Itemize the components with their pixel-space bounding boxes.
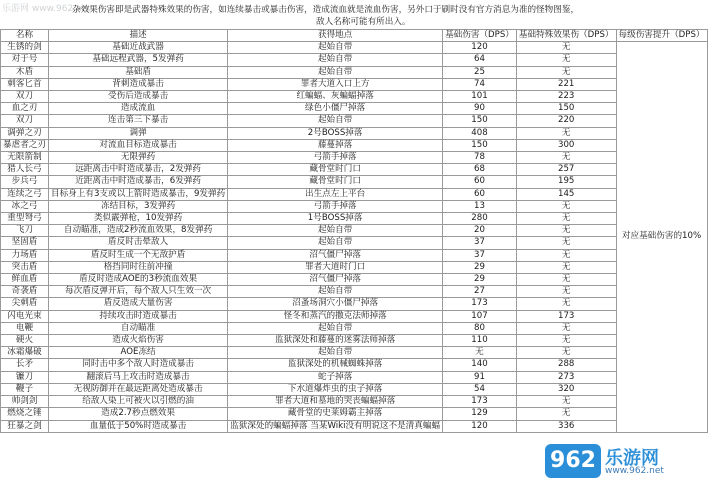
weapon-name-cell: 鞭子 xyxy=(1,383,49,395)
base-dps-cell: 60 xyxy=(443,188,517,200)
special-dps-cell: 无 xyxy=(516,127,616,139)
location-cell: 弓箭手掉落 xyxy=(228,200,443,212)
weapon-name-cell: 猎人长弓 xyxy=(1,164,49,176)
col-header: 基础伤害（DPS） xyxy=(443,30,517,42)
location-cell: 沼气僵尸掉落 xyxy=(228,274,443,286)
location-cell: 藤蔓掉落 xyxy=(228,139,443,151)
weapon-name-cell: 镰刀 xyxy=(1,371,49,383)
weapon-table xyxy=(0,29,708,433)
location-cell: 起始自带 xyxy=(228,66,443,78)
weapon-name-cell: 尖刺盾 xyxy=(1,298,49,310)
base-dps-cell: 60 xyxy=(443,176,517,188)
special-dps-cell: 无 xyxy=(516,298,616,310)
location-cell: 起始自带 xyxy=(228,347,443,359)
base-dps-cell: 37 xyxy=(443,237,517,249)
base-dps-cell: 150 xyxy=(443,139,517,151)
table-row xyxy=(1,274,708,286)
header-note xyxy=(72,0,672,28)
location-cell: 红蝙蝠、灰蝙蝠掉落 xyxy=(228,91,443,103)
table-row xyxy=(1,54,708,66)
weapon-name-cell: 突击盾 xyxy=(1,261,49,273)
weapon-name-cell: 燃烧之锤 xyxy=(1,408,49,420)
table-row xyxy=(1,188,708,200)
location-cell: 罪者大道和墓地的哭丧蝙蝠掉落 xyxy=(228,396,443,408)
table-row xyxy=(1,213,708,225)
description-cell: 无限弹药 xyxy=(48,152,227,164)
weapon-name-cell: 飞刀 xyxy=(1,225,49,237)
weapon-name-cell: 狂暴之剑 xyxy=(1,420,49,432)
location-cell: 沼气僵尸掉落 xyxy=(228,249,443,261)
table-row xyxy=(1,164,708,176)
logo-badge: 962 xyxy=(545,444,601,478)
description-cell: 调弹 xyxy=(48,127,227,139)
special-dps-cell: 无 xyxy=(516,249,616,261)
weapon-name-cell: 暴虐者之刃 xyxy=(1,139,49,151)
table-row xyxy=(1,249,708,261)
location-cell: 弓箭手掉落 xyxy=(228,152,443,164)
table-row xyxy=(1,383,708,395)
special-dps-cell: 223 xyxy=(516,91,616,103)
table-row xyxy=(1,42,708,54)
weapon-name-cell: 调弹之刃 xyxy=(1,127,49,139)
special-dps-cell: 无 xyxy=(516,54,616,66)
table-row xyxy=(1,359,708,371)
description-cell: 基础远程武器，5发弹药 xyxy=(48,54,227,66)
special-dps-cell: 220 xyxy=(516,115,616,127)
header-note-line2: 敌人名称可能有所出入。 xyxy=(316,17,411,27)
location-cell: 藏骨堂时门口 xyxy=(228,164,443,176)
special-dps-cell: 无 xyxy=(516,322,616,334)
location-cell: 起始自带 xyxy=(228,322,443,334)
location-cell: 1号BOSS掉落 xyxy=(228,213,443,225)
location-cell: 下水道爆炸虫的虫子掉落 xyxy=(228,383,443,395)
description-cell: 近距离击中时造成暴击，6发弹药 xyxy=(48,176,227,188)
special-dps-cell: 无 xyxy=(516,237,616,249)
table-row xyxy=(1,127,708,139)
description-cell: 盾反时击晕敌人 xyxy=(48,237,227,249)
table-row xyxy=(1,420,708,432)
base-dps-cell: 408 xyxy=(443,127,517,139)
table-row xyxy=(1,237,708,249)
location-cell: 沼蚤场洞穴小僵尸掉落 xyxy=(228,298,443,310)
col-header: 名称 xyxy=(1,30,49,42)
base-dps-cell: 无 xyxy=(443,347,517,359)
weapon-name-cell: 硬火 xyxy=(1,335,49,347)
description-cell: 对流血目标造成暴击 xyxy=(48,139,227,151)
special-dps-cell: 无 xyxy=(516,152,616,164)
table-row xyxy=(1,408,708,420)
weapon-name-cell: 电鞭 xyxy=(1,322,49,334)
special-dps-cell: 无 xyxy=(516,66,616,78)
description-cell: 盾反造成大量伤害 xyxy=(48,298,227,310)
location-cell: 出生点左上平台 xyxy=(228,188,443,200)
weapon-name-cell: 帅剑剑 xyxy=(1,396,49,408)
description-cell: 目标身上有3支或以上箭时造成暴击，9发弹药 xyxy=(48,188,227,200)
special-dps-cell: 无 xyxy=(516,335,616,347)
base-dps-cell: 90 xyxy=(443,103,517,115)
base-dps-cell: 110 xyxy=(443,335,517,347)
base-dps-cell: 91 xyxy=(443,371,517,383)
weapon-name-cell: 刺客匕首 xyxy=(1,78,49,90)
table-row xyxy=(1,298,708,310)
special-dps-cell: 无 xyxy=(516,286,616,298)
base-dps-cell: 150 xyxy=(443,115,517,127)
table-row xyxy=(1,103,708,115)
weapon-name-cell: 血之刃 xyxy=(1,103,49,115)
watermark-url: 乐游网 www.962.net xyxy=(2,4,91,14)
table-row xyxy=(1,225,708,237)
special-dps-cell: 320 xyxy=(516,383,616,395)
location-cell: 绿色小僵尸掉落 xyxy=(228,103,443,115)
special-dps-cell: 336 xyxy=(516,420,616,432)
base-dps-cell: 173 xyxy=(443,396,517,408)
special-dps-cell: 150 xyxy=(516,103,616,115)
base-dps-cell: 80 xyxy=(443,322,517,334)
table-row xyxy=(1,396,708,408)
description-cell: 造成2.7秒点燃效果 xyxy=(48,408,227,420)
table-row xyxy=(1,115,708,127)
weapon-name-cell: 对于号 xyxy=(1,54,49,66)
description-cell: 血量低于50%时造成暴击 xyxy=(48,420,227,432)
base-dps-cell: 68 xyxy=(443,164,517,176)
weapon-name-cell: 奇袭盾 xyxy=(1,286,49,298)
special-dps-cell: 无 xyxy=(516,42,616,54)
weapon-name-cell: 双刀 xyxy=(1,115,49,127)
weapon-name-cell: 冰霜爆破 xyxy=(1,347,49,359)
table-row xyxy=(1,310,708,322)
table-row xyxy=(1,261,708,273)
base-dps-cell: 64 xyxy=(443,54,517,66)
location-cell: 起始自带 xyxy=(228,286,443,298)
base-dps-cell: 74 xyxy=(443,78,517,90)
table-row xyxy=(1,91,708,103)
table-row xyxy=(1,371,708,383)
location-cell: 罪者大道时门口 xyxy=(228,261,443,273)
description-cell: 同时击中多个敌人时造成暴击 xyxy=(48,359,227,371)
base-dps-cell: 27 xyxy=(443,286,517,298)
base-dps-cell: 129 xyxy=(443,408,517,420)
description-cell: 造成火焰伤害 xyxy=(48,335,227,347)
table-row xyxy=(1,347,708,359)
location-cell: 监狱深处的机械蜘蛛掉落 xyxy=(228,359,443,371)
special-dps-cell: 288 xyxy=(516,359,616,371)
description-cell: 持续攻击时造成暴击 xyxy=(48,310,227,322)
description-cell: 盾反时造成AOE的3秒流血效果 xyxy=(48,274,227,286)
location-cell: 怪冬和蒸汽的撒克法师掉落 xyxy=(228,310,443,322)
base-dps-cell: 140 xyxy=(443,359,517,371)
location-cell: 罪者大道入口上方 xyxy=(228,78,443,90)
description-cell: 基础近战武器 xyxy=(48,42,227,54)
base-dps-cell: 107 xyxy=(443,310,517,322)
header-note-line1: 杂效果伤害即是武器特殊效果的伤害，如连续暴击或暴击伤害，造成流血就是流血伤害，另外口于刷时没有官方消息为准的怪物图鉴， xyxy=(72,5,580,15)
description-cell: 远距离击中时造成暴击，2发弹药 xyxy=(48,164,227,176)
base-dps-cell: 120 xyxy=(443,420,517,432)
location-cell: 起始自带 xyxy=(228,225,443,237)
location-cell: 藏骨堂时门口 xyxy=(228,176,443,188)
location-cell: 监狱深处的蝙蝠掉落 当某Wiki没有明说这不是清真蝙蝠 xyxy=(228,420,443,432)
description-cell: AOE冻结 xyxy=(48,347,227,359)
description-cell: 格挡同时往前冲撞 xyxy=(48,261,227,273)
weapon-name-cell: 闪电光束 xyxy=(1,310,49,322)
base-dps-cell: 29 xyxy=(443,274,517,286)
base-dps-cell: 29 xyxy=(443,261,517,273)
base-dps-cell: 37 xyxy=(443,249,517,261)
description-cell: 自动瞄准，造成2秒流血效果，8发弹药 xyxy=(48,225,227,237)
weapon-name-cell: 冰之弓 xyxy=(1,200,49,212)
table-row xyxy=(1,286,708,298)
description-cell: 类似霰弹枪，10发弹药 xyxy=(48,213,227,225)
special-dps-cell: 无 xyxy=(516,261,616,273)
description-cell: 翻滚后马上攻击时造成暴击 xyxy=(48,371,227,383)
table-row xyxy=(1,176,708,188)
base-dps-cell: 173 xyxy=(443,298,517,310)
base-dps-cell: 25 xyxy=(443,66,517,78)
location-cell: 监狱深处和藤蔓的迷雾法师掉落 xyxy=(228,335,443,347)
header-row xyxy=(1,30,708,42)
weapon-name-cell: 步兵弓 xyxy=(1,176,49,188)
description-cell: 受伤后造成暴击 xyxy=(48,91,227,103)
weapon-name-cell: 双刀 xyxy=(1,91,49,103)
table-row xyxy=(1,322,708,334)
base-dps-cell: 78 xyxy=(443,152,517,164)
location-cell: 起始自带 xyxy=(228,115,443,127)
logo-url: www.962.net xyxy=(605,466,664,476)
table-row xyxy=(1,335,708,347)
special-dps-cell: 无 xyxy=(516,274,616,286)
description-cell: 盾反时生成一个无敌护盾 xyxy=(48,249,227,261)
upgrade-note-cell: 对应基础伤害的10% xyxy=(616,42,707,433)
logo-name: 乐游网 xyxy=(605,448,659,469)
table-row xyxy=(1,139,708,151)
special-dps-cell: 无 xyxy=(516,408,616,420)
base-dps-cell: 101 xyxy=(443,91,517,103)
base-dps-cell: 20 xyxy=(443,225,517,237)
description-cell: 给敌人染上可被火以引燃的油 xyxy=(48,396,227,408)
special-dps-cell: 221 xyxy=(516,78,616,90)
special-dps-cell: 无 xyxy=(516,200,616,212)
location-cell: 起始自带 xyxy=(228,54,443,66)
special-dps-cell: 无 xyxy=(516,225,616,237)
weapon-name-cell: 重型弩弓 xyxy=(1,213,49,225)
special-dps-cell: 145 xyxy=(516,188,616,200)
location-cell: 起始自带 xyxy=(228,42,443,54)
weapon-name-cell: 无限箭制 xyxy=(1,152,49,164)
base-dps-cell: 54 xyxy=(443,383,517,395)
description-cell: 连击第三下暴击 xyxy=(48,115,227,127)
location-cell: 起始自带 xyxy=(228,237,443,249)
col-header: 每级伤害提升（DPS） xyxy=(616,30,707,42)
base-dps-cell: 13 xyxy=(443,200,517,212)
weapon-name-cell: 木盾 xyxy=(1,66,49,78)
weapon-name-cell: 坚固盾 xyxy=(1,237,49,249)
special-dps-cell: 257 xyxy=(516,164,616,176)
col-header: 描述 xyxy=(48,30,227,42)
base-dps-cell: 280 xyxy=(443,213,517,225)
special-dps-cell: 无 xyxy=(516,347,616,359)
description-cell: 冻结目标，3发弹药 xyxy=(48,200,227,212)
special-dps-cell: 无 xyxy=(516,213,616,225)
special-dps-cell: 195 xyxy=(516,176,616,188)
weapon-name-cell: 鲜血盾 xyxy=(1,274,49,286)
location-cell: 藏骨堂的史莱姆霸主掉落 xyxy=(228,408,443,420)
description-cell: 自动瞄准 xyxy=(48,322,227,334)
table-row xyxy=(1,66,708,78)
special-dps-cell: 273 xyxy=(516,371,616,383)
weapon-name-cell: 生锈的剑 xyxy=(1,42,49,54)
site-logo xyxy=(545,442,669,480)
weapon-name-cell: 长矛 xyxy=(1,359,49,371)
description-cell: 无视防御并在最远距离处造成暴击 xyxy=(48,383,227,395)
special-dps-cell: 173 xyxy=(516,310,616,322)
table-row xyxy=(1,78,708,90)
special-dps-cell: 无 xyxy=(516,396,616,408)
description-cell: 背刺造成暴击 xyxy=(48,78,227,90)
location-cell: 蛇子掉落 xyxy=(228,371,443,383)
col-header: 基础特殊效果伤（DPS） xyxy=(516,30,616,42)
weapon-name-cell: 力场盾 xyxy=(1,249,49,261)
description-cell: 每次盾反弹开后，每个敌人只生效一次 xyxy=(48,286,227,298)
base-dps-cell: 120 xyxy=(443,42,517,54)
special-dps-cell: 300 xyxy=(516,139,616,151)
location-cell: 2号BOSS掉落 xyxy=(228,127,443,139)
table-row xyxy=(1,152,708,164)
table-row xyxy=(1,200,708,212)
col-header: 获得地点 xyxy=(228,30,443,42)
description-cell: 基础盾 xyxy=(48,66,227,78)
description-cell: 造成流血 xyxy=(48,103,227,115)
weapon-name-cell: 连续之弓 xyxy=(1,188,49,200)
